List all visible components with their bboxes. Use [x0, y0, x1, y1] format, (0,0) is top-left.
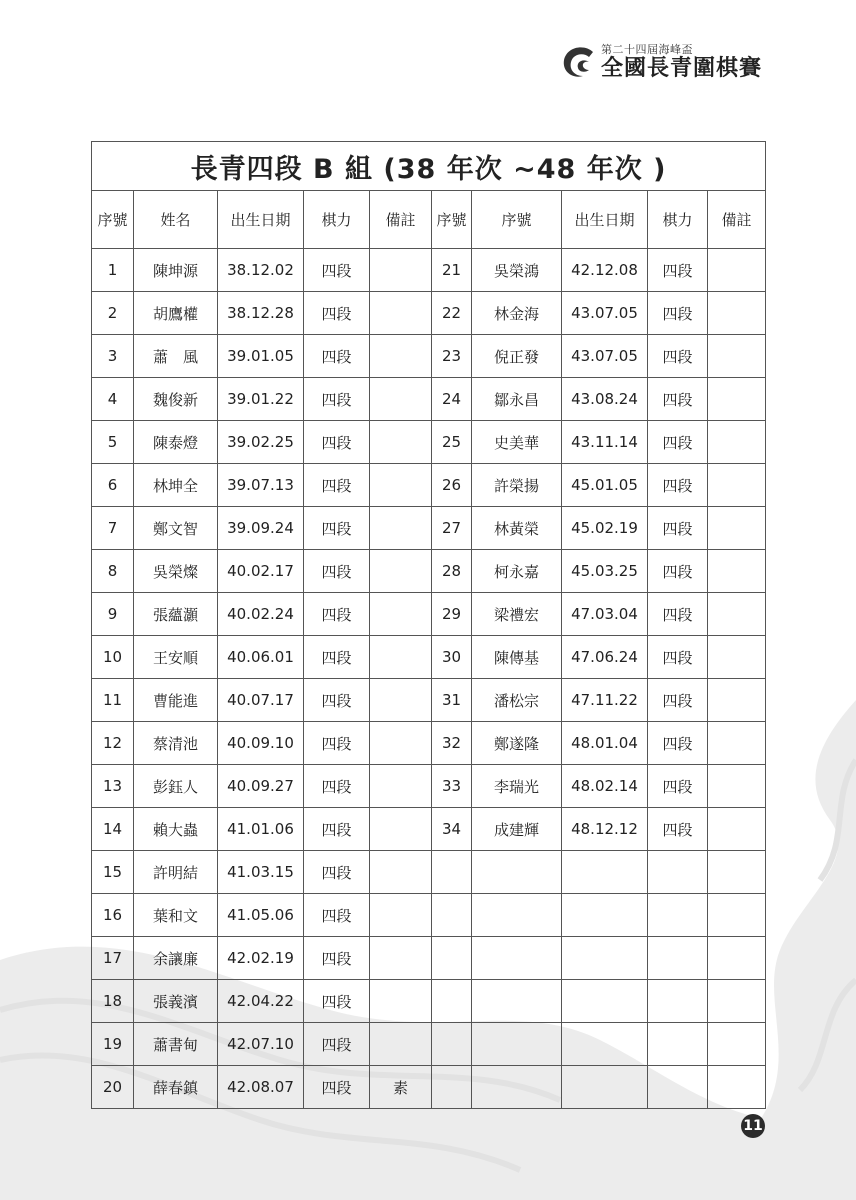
table-row [92, 765, 766, 808]
seq-cell: 18 [92, 980, 134, 1023]
name-cell: 潘松宗 [472, 679, 562, 722]
birthdate-cell [562, 937, 648, 980]
note-cell [708, 550, 766, 593]
note-cell [370, 722, 432, 765]
seq-cell: 6 [92, 464, 134, 507]
table-row [92, 464, 766, 507]
birthdate-cell: 45.03.25 [562, 550, 648, 593]
note-cell [708, 1066, 766, 1109]
table-row [92, 335, 766, 378]
note-cell [708, 292, 766, 335]
name-cell [472, 980, 562, 1023]
name-cell: 鄭文智 [134, 507, 218, 550]
name-cell [472, 851, 562, 894]
rank-cell: 四段 [648, 378, 708, 421]
seq-cell: 23 [432, 335, 472, 378]
note-cell [370, 894, 432, 937]
rank-cell: 四段 [304, 550, 370, 593]
note-cell [370, 851, 432, 894]
name-cell: 梁禮宏 [472, 593, 562, 636]
seq-cell: 26 [432, 464, 472, 507]
table-row [92, 636, 766, 679]
birthdate-cell: 43.08.24 [562, 378, 648, 421]
table-row [92, 550, 766, 593]
event-title: 全國長青圍棋賽 [600, 55, 762, 81]
note-cell [708, 335, 766, 378]
birthdate-cell: 43.11.14 [562, 421, 648, 464]
rank-cell: 四段 [304, 894, 370, 937]
note-cell [370, 679, 432, 722]
seq-cell: 30 [432, 636, 472, 679]
column-header: 出生日期 [218, 191, 304, 249]
note-cell [708, 679, 766, 722]
name-cell [472, 1066, 562, 1109]
birthdate-cell: 39.01.05 [218, 335, 304, 378]
table-row [92, 378, 766, 421]
birthdate-cell: 41.03.15 [218, 851, 304, 894]
birthdate-cell: 40.02.24 [218, 593, 304, 636]
seq-cell [432, 1066, 472, 1109]
birthdate-cell: 48.02.14 [562, 765, 648, 808]
rank-cell: 四段 [304, 1066, 370, 1109]
name-cell: 蕭書甸 [134, 1023, 218, 1066]
note-cell [370, 937, 432, 980]
seq-cell: 31 [432, 679, 472, 722]
seq-cell: 7 [92, 507, 134, 550]
seq-cell: 4 [92, 378, 134, 421]
seq-cell: 8 [92, 550, 134, 593]
seq-cell: 21 [432, 249, 472, 292]
rank-cell: 四段 [304, 1023, 370, 1066]
rank-cell [648, 937, 708, 980]
name-cell: 魏俊新 [134, 378, 218, 421]
birthdate-cell: 39.09.24 [218, 507, 304, 550]
birthdate-cell: 48.12.12 [562, 808, 648, 851]
seq-cell [432, 980, 472, 1023]
rank-cell: 四段 [304, 507, 370, 550]
rank-cell: 四段 [648, 722, 708, 765]
note-cell [370, 550, 432, 593]
seq-cell: 29 [432, 593, 472, 636]
note-cell: 素 [370, 1066, 432, 1109]
roster-table [91, 141, 766, 1109]
seq-cell: 19 [92, 1023, 134, 1066]
rank-cell: 四段 [304, 636, 370, 679]
birthdate-cell: 47.11.22 [562, 679, 648, 722]
note-cell [370, 765, 432, 808]
rank-cell: 四段 [304, 378, 370, 421]
rank-cell: 四段 [648, 421, 708, 464]
name-cell: 許明結 [134, 851, 218, 894]
birthdate-cell: 43.07.05 [562, 292, 648, 335]
birthdate-cell [562, 851, 648, 894]
column-header: 序號 [472, 191, 562, 249]
rank-cell: 四段 [648, 550, 708, 593]
name-cell [472, 1023, 562, 1066]
name-cell: 林金海 [472, 292, 562, 335]
rank-cell: 四段 [648, 636, 708, 679]
rank-cell: 四段 [304, 292, 370, 335]
seq-cell: 10 [92, 636, 134, 679]
wave-swirl-icon [559, 42, 599, 82]
rank-cell: 四段 [304, 765, 370, 808]
seq-cell [432, 894, 472, 937]
birthdate-cell: 38.12.02 [218, 249, 304, 292]
birthdate-cell [562, 894, 648, 937]
table-row [92, 980, 766, 1023]
birthdate-cell: 42.02.19 [218, 937, 304, 980]
name-cell: 張義濱 [134, 980, 218, 1023]
name-cell: 陳傳基 [472, 636, 562, 679]
seq-cell [432, 937, 472, 980]
name-cell: 柯永嘉 [472, 550, 562, 593]
name-cell: 吳榮鴻 [472, 249, 562, 292]
table-row [92, 1066, 766, 1109]
name-cell: 史美華 [472, 421, 562, 464]
table-row [92, 808, 766, 851]
table-row [92, 851, 766, 894]
note-cell [370, 421, 432, 464]
table-row [92, 894, 766, 937]
rank-cell: 四段 [304, 464, 370, 507]
column-header: 棋力 [648, 191, 708, 249]
rank-cell [648, 1066, 708, 1109]
note-cell [370, 980, 432, 1023]
seq-cell: 11 [92, 679, 134, 722]
birthdate-cell: 40.09.10 [218, 722, 304, 765]
note-cell [708, 808, 766, 851]
rank-cell: 四段 [304, 421, 370, 464]
birthdate-cell [562, 980, 648, 1023]
note-cell [708, 636, 766, 679]
birthdate-cell: 47.03.04 [562, 593, 648, 636]
name-cell: 彭鈺人 [134, 765, 218, 808]
name-cell: 成建輝 [472, 808, 562, 851]
name-cell: 吳榮燦 [134, 550, 218, 593]
birthdate-cell: 39.02.25 [218, 421, 304, 464]
seq-cell: 14 [92, 808, 134, 851]
column-header: 序號 [432, 191, 472, 249]
column-header: 備註 [708, 191, 766, 249]
seq-cell: 33 [432, 765, 472, 808]
table-row [92, 937, 766, 980]
name-cell: 許榮揚 [472, 464, 562, 507]
seq-cell [432, 851, 472, 894]
name-cell: 倪正發 [472, 335, 562, 378]
note-cell [370, 378, 432, 421]
table-row [92, 249, 766, 292]
name-cell: 王安順 [134, 636, 218, 679]
name-cell: 賴大蟲 [134, 808, 218, 851]
table-title: 長青四段 B 組 (38 年次 ~48 年次 ) [92, 142, 766, 191]
birthdate-cell: 42.04.22 [218, 980, 304, 1023]
rank-cell [648, 851, 708, 894]
name-cell: 薛春鎮 [134, 1066, 218, 1109]
name-cell: 李瑞光 [472, 765, 562, 808]
table-row [92, 722, 766, 765]
seq-cell: 32 [432, 722, 472, 765]
rank-cell [648, 980, 708, 1023]
birthdate-cell: 42.07.10 [218, 1023, 304, 1066]
birthdate-cell: 41.05.06 [218, 894, 304, 937]
seq-cell: 9 [92, 593, 134, 636]
birthdate-cell: 38.12.28 [218, 292, 304, 335]
rank-cell: 四段 [648, 808, 708, 851]
event-subtitle: 第二十四屆海峰盃 [600, 42, 693, 56]
rank-cell [648, 1023, 708, 1066]
birthdate-cell: 40.06.01 [218, 636, 304, 679]
seq-cell: 20 [92, 1066, 134, 1109]
note-cell [708, 507, 766, 550]
birthdate-cell: 48.01.04 [562, 722, 648, 765]
birthdate-cell: 43.07.05 [562, 335, 648, 378]
name-cell: 胡鷹權 [134, 292, 218, 335]
seq-cell: 2 [92, 292, 134, 335]
rank-cell: 四段 [304, 980, 370, 1023]
birthdate-cell [562, 1066, 648, 1109]
birthdate-cell: 39.07.13 [218, 464, 304, 507]
seq-cell: 28 [432, 550, 472, 593]
name-cell: 張蘊灝 [134, 593, 218, 636]
name-cell: 鄭遂隆 [472, 722, 562, 765]
event-logo [559, 42, 762, 82]
table-row [92, 1023, 766, 1066]
rank-cell [648, 894, 708, 937]
birthdate-cell: 47.06.24 [562, 636, 648, 679]
rank-cell: 四段 [304, 722, 370, 765]
seq-cell: 17 [92, 937, 134, 980]
rank-cell: 四段 [648, 765, 708, 808]
rank-cell: 四段 [648, 292, 708, 335]
rank-cell: 四段 [648, 249, 708, 292]
birthdate-cell: 42.08.07 [218, 1066, 304, 1109]
seq-cell: 13 [92, 765, 134, 808]
rank-cell: 四段 [648, 464, 708, 507]
seq-cell: 16 [92, 894, 134, 937]
seq-cell: 22 [432, 292, 472, 335]
seq-cell: 1 [92, 249, 134, 292]
rank-cell: 四段 [304, 808, 370, 851]
note-cell [370, 335, 432, 378]
seq-cell: 27 [432, 507, 472, 550]
note-cell [708, 593, 766, 636]
birthdate-cell: 39.01.22 [218, 378, 304, 421]
note-cell [708, 722, 766, 765]
column-header: 出生日期 [562, 191, 648, 249]
note-cell [708, 378, 766, 421]
birthdate-cell: 41.01.06 [218, 808, 304, 851]
note-cell [708, 765, 766, 808]
name-cell [472, 894, 562, 937]
name-cell: 蕭 風 [134, 335, 218, 378]
name-cell: 葉和文 [134, 894, 218, 937]
table-row [92, 421, 766, 464]
rank-cell: 四段 [304, 851, 370, 894]
note-cell [370, 1023, 432, 1066]
birthdate-cell: 42.12.08 [562, 249, 648, 292]
note-cell [708, 851, 766, 894]
rank-cell: 四段 [304, 249, 370, 292]
name-cell: 陳坤源 [134, 249, 218, 292]
birthdate-cell: 45.02.19 [562, 507, 648, 550]
birthdate-cell: 45.01.05 [562, 464, 648, 507]
note-cell [370, 808, 432, 851]
table-row [92, 292, 766, 335]
page-number: 11 [741, 1114, 765, 1138]
rank-cell: 四段 [304, 335, 370, 378]
seq-cell: 34 [432, 808, 472, 851]
note-cell [708, 421, 766, 464]
note-cell [708, 464, 766, 507]
rank-cell: 四段 [304, 679, 370, 722]
name-cell: 蔡清池 [134, 722, 218, 765]
seq-cell: 5 [92, 421, 134, 464]
seq-cell: 12 [92, 722, 134, 765]
note-cell [708, 249, 766, 292]
note-cell [708, 894, 766, 937]
rank-cell: 四段 [304, 937, 370, 980]
birthdate-cell: 40.07.17 [218, 679, 304, 722]
note-cell [370, 292, 432, 335]
table-row [92, 507, 766, 550]
note-cell [370, 507, 432, 550]
note-cell [370, 249, 432, 292]
rank-cell: 四段 [304, 593, 370, 636]
rank-cell: 四段 [648, 679, 708, 722]
column-header: 棋力 [304, 191, 370, 249]
seq-cell [432, 1023, 472, 1066]
note-cell [370, 636, 432, 679]
seq-cell: 25 [432, 421, 472, 464]
rank-cell: 四段 [648, 593, 708, 636]
name-cell: 陳泰燈 [134, 421, 218, 464]
rank-cell: 四段 [648, 335, 708, 378]
note-cell [708, 937, 766, 980]
name-cell [472, 937, 562, 980]
seq-cell: 15 [92, 851, 134, 894]
name-cell: 林坤全 [134, 464, 218, 507]
birthdate-cell: 40.09.27 [218, 765, 304, 808]
name-cell: 林黃榮 [472, 507, 562, 550]
name-cell: 曹能進 [134, 679, 218, 722]
column-header: 備註 [370, 191, 432, 249]
table-row [92, 679, 766, 722]
column-header: 序號 [92, 191, 134, 249]
birthdate-cell [562, 1023, 648, 1066]
name-cell: 余讓廉 [134, 937, 218, 980]
rank-cell: 四段 [648, 507, 708, 550]
note-cell [708, 980, 766, 1023]
table-row [92, 593, 766, 636]
note-cell [370, 593, 432, 636]
birthdate-cell: 40.02.17 [218, 550, 304, 593]
note-cell [370, 464, 432, 507]
seq-cell: 3 [92, 335, 134, 378]
name-cell: 鄒永昌 [472, 378, 562, 421]
note-cell [708, 1023, 766, 1066]
column-header: 姓名 [134, 191, 218, 249]
seq-cell: 24 [432, 378, 472, 421]
